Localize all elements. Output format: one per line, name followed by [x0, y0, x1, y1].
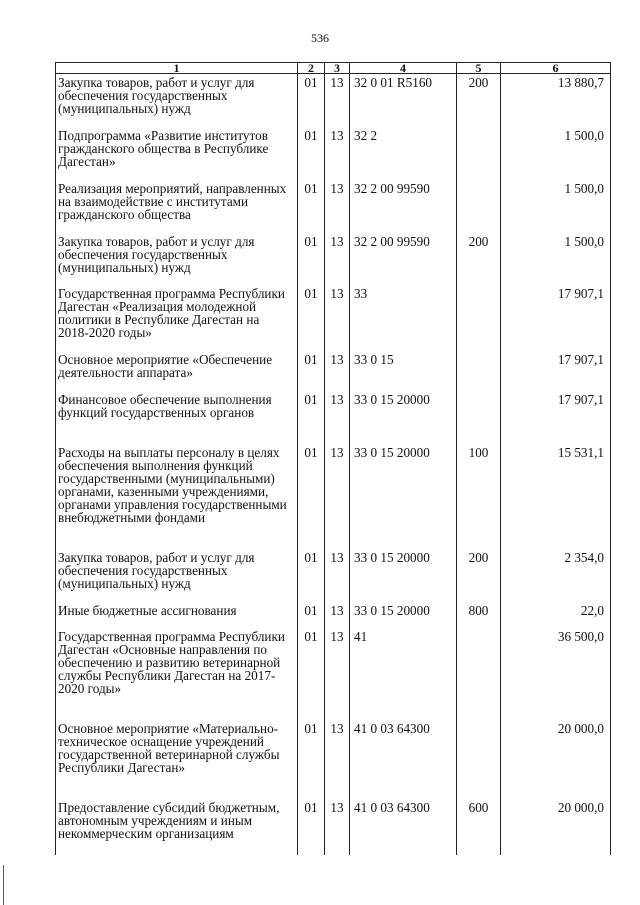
section-code: 01 [298, 351, 325, 391]
row-name: Предоставление субсидий бюджетным, автономным учреждениям и иным некоммерческим организациям [56, 799, 298, 855]
column-header-3: 3 [325, 63, 350, 74]
expense-type-code [457, 180, 501, 233]
expense-type-code: 600 [457, 799, 501, 855]
row-name: Государственная программа Республики Дагестан «Реализация молодежной политики в Республике Дагестан на 2018-2020 годы» [56, 285, 298, 351]
amount: 36 500,0 [501, 628, 611, 720]
amount: 2 354,0 [501, 549, 611, 602]
expense-type-code [457, 127, 501, 180]
table-row [56, 74, 611, 127]
target-article-code: 32 0 01 R5160 [350, 74, 457, 127]
amount: 17 907,1 [501, 285, 611, 351]
amount: 17 907,1 [501, 391, 611, 444]
table-row [56, 180, 611, 233]
amount: 17 907,1 [501, 351, 611, 391]
section-code: 01 [298, 74, 325, 127]
target-article-code: 32 2 [350, 127, 457, 180]
table-row [56, 720, 611, 799]
table-row [56, 285, 611, 351]
section-code: 01 [298, 127, 325, 180]
subsection-code: 13 [325, 180, 350, 233]
subsection-code: 13 [325, 285, 350, 351]
page-number: 536 [311, 31, 329, 45]
section-code: 01 [298, 180, 325, 233]
row-name: Основное мероприятие «Материально-техническое оснащение учреждений государственной ветеринарной службы Республики Дагестан» [56, 720, 298, 799]
section-code: 01 [298, 628, 325, 720]
row-name: Закупка товаров, работ и услуг для обеспечения государственных (муниципальных) нужд [56, 74, 298, 127]
target-article-code: 41 0 03 64300 [350, 799, 457, 855]
subsection-code: 13 [325, 444, 350, 549]
table-row [56, 391, 611, 444]
table-row [56, 127, 611, 180]
subsection-code: 13 [325, 602, 350, 628]
section-code: 01 [298, 444, 325, 549]
row-name: Закупка товаров, работ и услуг для обеспечения государственных (муниципальных) нужд [56, 233, 298, 285]
column-header-1: 1 [56, 63, 298, 74]
section-code: 01 [298, 549, 325, 602]
section-code: 01 [298, 799, 325, 855]
row-name: Финансовое обеспечение выполнения функций государственных органов [56, 391, 298, 444]
subsection-code: 13 [325, 351, 350, 391]
expense-type-code [457, 720, 501, 799]
subsection-code: 13 [325, 799, 350, 855]
expense-type-code: 200 [457, 74, 501, 127]
amount: 13 880,7 [501, 74, 611, 127]
expense-type-code: 200 [457, 549, 501, 602]
amount: 1 500,0 [501, 233, 611, 285]
amount: 1 500,0 [501, 127, 611, 180]
amount: 15 531,1 [501, 444, 611, 549]
target-article-code: 33 0 15 20000 [350, 549, 457, 602]
amount: 22,0 [501, 602, 611, 628]
expense-type-code [457, 628, 501, 720]
subsection-code: 13 [325, 549, 350, 602]
amount: 20 000,0 [501, 720, 611, 799]
table-row [56, 351, 611, 391]
section-code: 01 [298, 720, 325, 799]
expense-type-code [457, 391, 501, 444]
subsection-code: 13 [325, 628, 350, 720]
expense-type-code: 100 [457, 444, 501, 549]
subsection-code: 13 [325, 391, 350, 444]
table-row [56, 628, 611, 720]
target-article-code: 33 0 15 20000 [350, 602, 457, 628]
row-name: Закупка товаров, работ и услуг для обеспечения государственных (муниципальных) нужд [56, 549, 298, 602]
expense-type-code [457, 285, 501, 351]
budget-table [55, 62, 611, 855]
expense-type-code [457, 351, 501, 391]
table-row [56, 549, 611, 602]
target-article-code: 32 2 00 99590 [350, 180, 457, 233]
target-article-code: 33 0 15 20000 [350, 391, 457, 444]
column-header-5: 5 [457, 63, 501, 74]
section-code: 01 [298, 391, 325, 444]
row-name: Основное мероприятие «Обеспечение деятельности аппарата» [56, 351, 298, 391]
target-article-code: 41 0 03 64300 [350, 720, 457, 799]
header-row [56, 63, 611, 74]
subsection-code: 13 [325, 233, 350, 285]
amount: 1 500,0 [501, 180, 611, 233]
table-row [56, 444, 611, 549]
table-row [56, 799, 611, 855]
column-header-4: 4 [350, 63, 457, 74]
subsection-code: 13 [325, 127, 350, 180]
column-header-2: 2 [298, 63, 325, 74]
target-article-code: 33 0 15 20000 [350, 444, 457, 549]
target-article-code: 41 [350, 628, 457, 720]
table-row [56, 602, 611, 628]
section-code: 01 [298, 285, 325, 351]
budget-table-container [55, 62, 611, 855]
subsection-code: 13 [325, 74, 350, 127]
scan-edge-line [3, 865, 4, 905]
target-article-code: 33 [350, 285, 457, 351]
table-row [56, 233, 611, 285]
target-article-code: 32 2 00 99590 [350, 233, 457, 285]
column-header-6: 6 [501, 63, 611, 74]
section-code: 01 [298, 233, 325, 285]
expense-type-code: 800 [457, 602, 501, 628]
row-name: Иные бюджетные ассигнования [56, 602, 298, 628]
target-article-code: 33 0 15 [350, 351, 457, 391]
row-name: Государственная программа Республики Дагестан «Основные направления по обеспечению и развитию ветеринарной службы Республики Дагестан на 2017-2020 годы» [56, 628, 298, 720]
row-name: Расходы на выплаты персоналу в целях обеспечения выполнения функций государственными (муниципальными) органами, казенными учреждениями, органами управления государственными внебюджетными фондами [56, 444, 298, 549]
amount: 20 000,0 [501, 799, 611, 855]
subsection-code: 13 [325, 720, 350, 799]
row-name: Реализация мероприятий, направленных на взаимодействие с институтами гражданского общества [56, 180, 298, 233]
row-name: Подпрограмма «Развитие институтов гражданского общества в Республике Дагестан» [56, 127, 298, 180]
section-code: 01 [298, 602, 325, 628]
expense-type-code: 200 [457, 233, 501, 285]
